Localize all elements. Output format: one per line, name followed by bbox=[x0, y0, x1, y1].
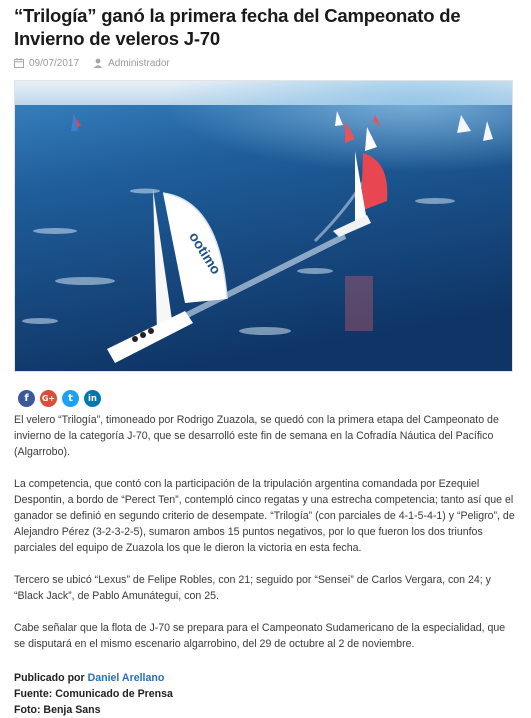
article-credits bbox=[14, 670, 517, 718]
twitter-icon[interactable]: t bbox=[62, 390, 79, 407]
article-body bbox=[14, 412, 517, 652]
google-plus-icon[interactable]: G+ bbox=[40, 390, 57, 407]
user-icon bbox=[93, 58, 103, 68]
article bbox=[14, 0, 517, 718]
photo-credit: Foto: Benja Sans bbox=[14, 704, 101, 716]
facebook-icon[interactable]: f bbox=[18, 390, 35, 407]
sailing-photo bbox=[15, 81, 512, 371]
paragraph: Tercero se ubicó “Lexus” de Felipe Robles, con 21; seguido por “Sensei” de Carlos Vergara, con 24; y “Black Jack”, de Pablo Amunátegui, con 25. bbox=[14, 574, 491, 602]
article-title: “Trilogía” ganó la primera fecha del Campeonato de Invierno de veleros J-70 bbox=[14, 5, 461, 49]
published-by bbox=[14, 670, 517, 686]
paragraph: Cabe señalar que la flota de J-70 se prepara para el Campeonato Sudamericano de la especialidad, que se disputará en el mismo escenario algarrobino, del 29 de octubre al 2 de noviembre. bbox=[14, 622, 506, 650]
hero-image bbox=[14, 80, 513, 372]
paragraph: El velero “Trilogía”, timoneado por Rodrigo Zuazola, se quedó con la primera etapa del Campeonato de invierno de la categoría J-70, que se desarrolló este fin de semana en la Cofradía Náutica del Pacífico (Algarrobo). bbox=[14, 414, 499, 458]
article-author[interactable]: Administrador bbox=[108, 57, 170, 69]
source-line: Fuente: Comunicado de Prensa bbox=[14, 688, 173, 700]
share-buttons bbox=[14, 390, 517, 408]
published-label: Publicado por bbox=[14, 672, 88, 684]
author-link[interactable]: Daniel Arellano bbox=[87, 672, 165, 684]
article-meta bbox=[14, 55, 517, 71]
linkedin-icon[interactable]: in bbox=[84, 390, 101, 407]
paragraph: La competencia, que contó con la participación de la tripulación argentina comandada por Ezequiel Despontin, a bordo de “Perect Ten”, contempló cinco regatas y una estrecha competencia; tanto así que el ganador se definió en segundo criterio de desempate. “Trilogía” (con parciales de 4-1-5-4-1) y “Peligro”, de Alejandro Pérez (3-2-3-2-5), sumaron ambos 15 puntos negativos, por lo que fueron los dos triunfos parciales del equipo de Zuazola los que le dieron la victoria en esta fecha. bbox=[14, 478, 515, 554]
article-date: 09/07/2017 bbox=[29, 57, 80, 69]
calendar-icon bbox=[14, 58, 24, 68]
sail-logo: ootimo bbox=[186, 228, 225, 277]
